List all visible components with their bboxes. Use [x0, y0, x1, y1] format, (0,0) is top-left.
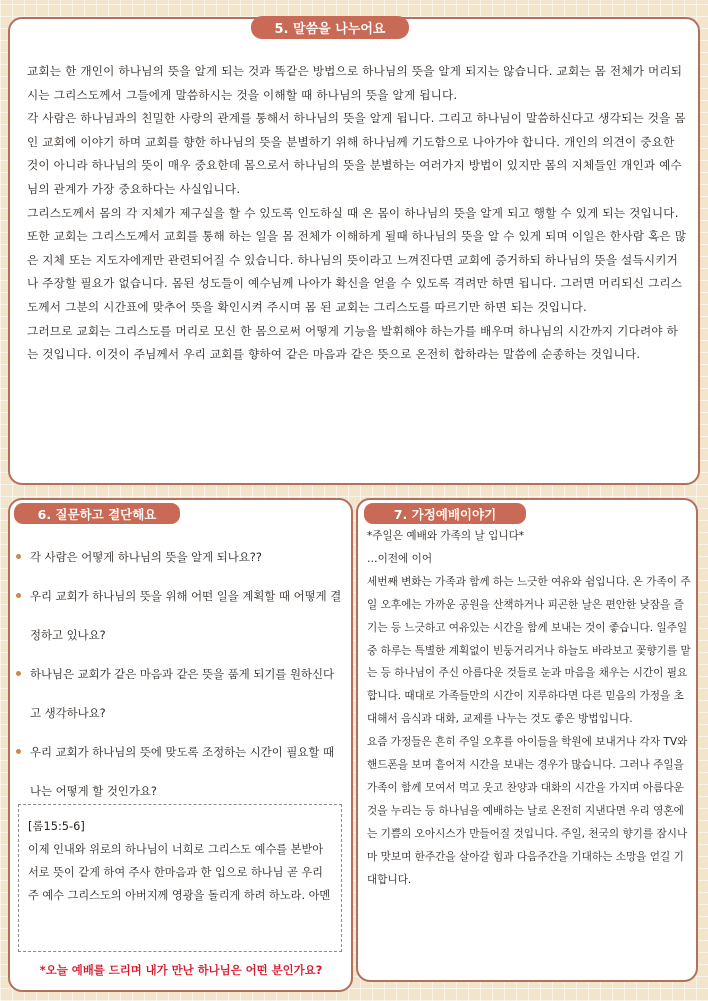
section-5-body — [27, 60, 687, 367]
question-list — [14, 538, 344, 811]
question-item: 하나님은 교회가 같은 마음과 같은 뜻을 품게 되기를 원하신다고 생각하나요? — [14, 655, 344, 733]
section-6-title: 6. 질문하고 결단해요 — [14, 503, 180, 524]
section-5-paragraph: 교회는 한 개인이 하나님의 뜻을 알게 되는 것과 똑같은 방법으로 하나님의 뜻을 알게 되지는 않습니다. 교회는 몸 전체가 머리되시는 그리스도께서 그들에게 말씀하시는 것을 이해할 때 하나님의 뜻을 알게 됩니다. — [27, 64, 683, 102]
section-7-continued: …이전에 이어 — [367, 552, 433, 565]
question-item: 우리 교회가 하나님의 뜻을 위해 어떤 일을 계획할 때 어떻게 결정하고 있나요? — [14, 577, 344, 655]
closing-question: *오늘 예배를 드리며 내가 만난 하나님은 어떤 분인가요? — [39, 963, 323, 977]
section-5-paragraph: 각 사람은 하나님과의 친밀한 사랑의 관계를 통해서 하나님의 뜻을 알게 됩니다. 그리고 하나님이 말씀하신다고 생각되는 것을 몸인 교회에 이야기 하며 교회를 향한 하나님의 뜻을 분별하기 위해 하나님께 기도함으로 나아가야 합니다. 개인의 의견이 중요한 것이 아니라 하나님의 뜻이 매우 중요한데 몸으로서 하나님의 뜻을 분별하는 여러가지 방법이 있지만 몸의 지체들인 개인과 예수님의 관계가 가장 중요하다는 사실입니다. — [27, 111, 686, 196]
section-7-paragraph: 요즘 가정들은 흔히 주일 오후를 아이들을 학원에 보내거나 각자 TV와 핸드폰을 보며 흩어져 시간을 보내는 경우가 많습니다. 그러나 주일을 가족이 함께 모여서 먹고 웃고 찬양과 대화의 시간을 가지며 아름다운 것을 누리는 등 하나님을 예배하는 날로 온전히 지낸다면 우리 영혼에는 기쁨의 오아시스가 만들어질 것입니다. 주일, 천국의 향기를 잠시나마 맛보며 한주간을 살아갈 힘과 다음주간을 기대하는 소망을 얻길 기대합니다. — [367, 736, 688, 886]
section-5-paragraph: 그러므로 교회는 그리스도를 머리로 모신 한 몸으로써 어떻게 기능을 발휘해야 하는가를 배우며 하나님의 시간까지 기다려야 하는 것입니다. 이것이 주님께서 우리 교회를 향하여 같은 마음과 같은 뜻으로 온전히 합하라는 말씀에 순종하는 것입니다. — [27, 323, 679, 362]
section-7-title: 7. 가정예배이야기 — [364, 503, 526, 524]
section-5-title: 5. 말씀을 나누어요 — [251, 16, 409, 39]
section-5-paragraph: 또한 교회는 그리스도께서 교회를 통해 하는 일을 몸 전체가 이해하게 될때 하나님의 뜻을 알 수 있게 되며 이일은 한사람 혹은 많은 지체 또는 지도자에게만 관련되어질 수 있습니다. 하나님의 뜻이라고 느껴진다면 교회에 증거하되 하나님의 뜻을 설득시키거나 주장할 필요가 없습니다. 몸된 성도들이 예수님께 나아가 확신을 얻을 수 있도록 격려만 하면 됩니다. 그러면 머리되신 그리스도께서 그분의 시간표에 맞추어 뜻을 확인시켜 주시며 몸 된 교회는 그리스도를 따르기만 하면 되는 것입니다. — [27, 229, 687, 314]
question-item: 우리 교회가 하나님의 뜻에 맞도록 조정하는 시간이 필요할 때 나는 어떻게 할 것인가요? — [14, 733, 344, 811]
section-7-paragraph: 세번째 변화는 가족과 함께 하는 느긋한 여유와 쉼입니다. 온 가족이 주일 오후에는 가까운 공원을 산책하거나 피곤한 날은 편안한 낮잠을 즐기는 등 느긋하고 여유있는 시간을 함께 보내는 것이 좋습니다. 일주일 중 하루는 특별한 계획없이 빈둥거리거나 하늘도 바라보고 꽃향기를 맡는 등 하나님이 주신 아름다운 것들로 눈과 마음을 채우는 시간이 필요합니다. 때대로 가족들만의 시간이 지루하다면 다른 믿음의 가정을 초대해서 음식과 대화, 교제를 나누는 것도 좋은 방법입니다. — [367, 575, 691, 726]
section-7-body — [367, 525, 692, 892]
bible-verse-box — [18, 804, 342, 952]
verse-reference: [롬15:5-6] — [28, 819, 85, 833]
verse-text: 이제 인내와 위로의 하나님이 너희로 그리스도 예수를 본받아 서로 뜻이 같게 하여 주사 한마음과 한 입으로 하나님 곧 우리 주 예수 그리스도의 아버지께 영광을 돌리게 하려 하노라. 아멘 — [28, 843, 331, 902]
question-item: 각 사람은 어떻게 하나님의 뜻을 알게 되나요?? — [14, 538, 344, 577]
section-5-paragraph: 그리스도께서 몸의 각 지체가 제구실을 할 수 있도록 인도하실 때 온 몸이 하나님의 뜻을 알게 되고 행할 수 있게 되는 것입니다. — [27, 205, 679, 220]
section-7-heading: *주일은 예배와 가족의 날 입니다* — [367, 530, 525, 542]
